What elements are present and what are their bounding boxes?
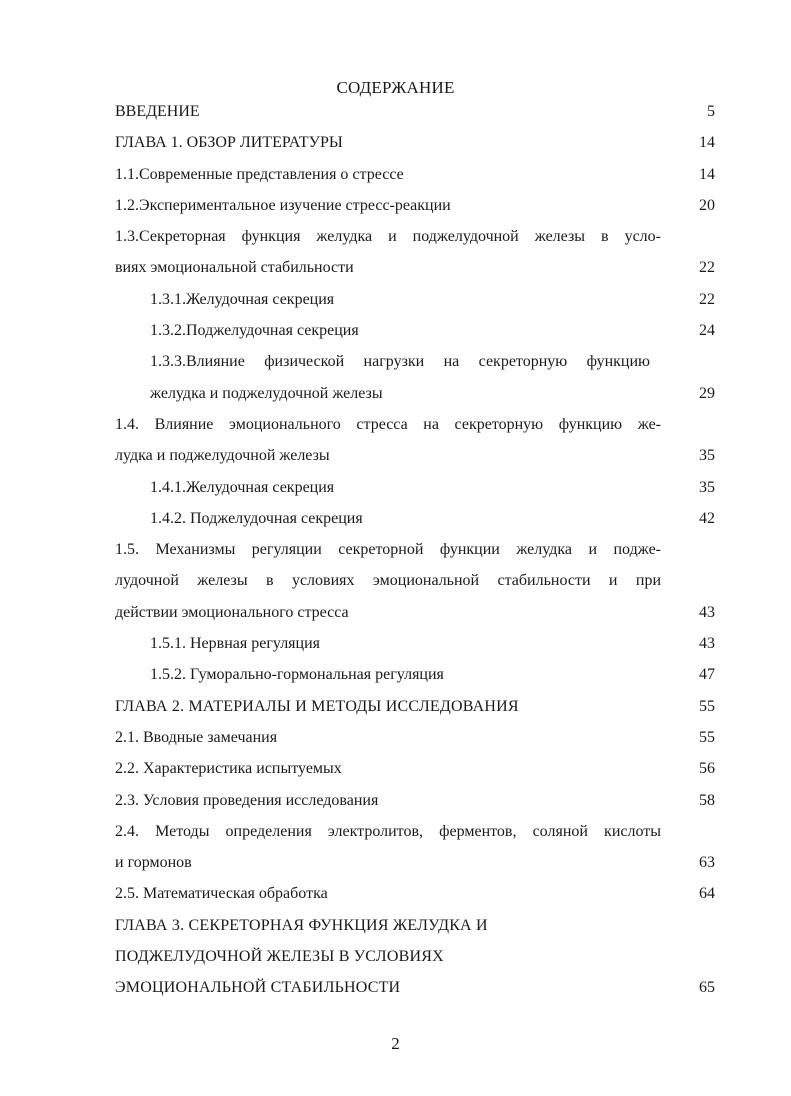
toc-row (115, 221, 715, 252)
toc-row (115, 847, 715, 878)
toc-row (115, 472, 715, 503)
toc-page-number: 35 (699, 478, 715, 496)
toc-entry-text: ГЛАВА 1. ОБЗОР ЛИТЕРАТУРЫ (115, 134, 343, 152)
toc-row (115, 722, 715, 753)
toc-row (115, 252, 715, 283)
toc-entry-text: 2.5. Математическая обработка (115, 885, 328, 903)
toc-row (115, 691, 715, 722)
toc-entry-text: 1.4. Влияние эмоционального стресса на секреторную функцию же- (115, 415, 661, 433)
toc-entry-text: 1.3.Секреторная функция желудка и поджелудочной железы в усло- (115, 228, 661, 246)
toc-entry-text: ЭМОЦИОНАЛЬНОЙ СТАБИЛЬНОСТИ (115, 979, 401, 997)
toc-entry-text: 2.3. Условия проведения исследования (115, 791, 379, 809)
toc-row (115, 190, 715, 221)
toc-row (115, 628, 715, 659)
toc-entry-text: 1.5.1. Нервная регуляция (150, 635, 321, 653)
toc-page-number: 22 (699, 290, 715, 308)
toc-page-number: 47 (699, 666, 715, 684)
toc-entry-text: виях эмоциональной стабильности (115, 259, 354, 277)
toc-row (115, 96, 715, 127)
toc-row (115, 284, 715, 315)
toc-row (115, 972, 715, 1003)
toc-row (115, 565, 715, 596)
toc-page-number: 56 (699, 760, 715, 778)
toc-page-number: 22 (699, 259, 715, 277)
toc-row (115, 127, 715, 158)
toc-row (115, 378, 715, 409)
toc-page-number: 5 (707, 103, 715, 120)
toc-entry-text: и гормонов (115, 854, 192, 872)
toc-row (115, 659, 715, 690)
toc-page-number: 55 (699, 697, 715, 715)
toc-entry-text: ВВЕДЕНИЕ (115, 103, 200, 120)
toc-page-number: 20 (699, 196, 715, 214)
toc-entry-text: ГЛАВА 2. МАТЕРИАЛЫ И МЕТОДЫ ИССЛЕДОВАНИЯ (115, 697, 519, 715)
toc-page-number: 42 (699, 509, 715, 527)
toc-page-number: 14 (699, 165, 715, 183)
toc-entry-text: 1.4.2. Поджелудочная секреция (150, 509, 363, 527)
toc-entry-text: 2.2. Характеристика испытуемых (115, 760, 342, 778)
toc-entry-text: 1.5. Механизмы регуляции секреторной функции желудка и подже- (115, 541, 661, 559)
toc-row (115, 816, 715, 847)
toc-page-number: 58 (699, 791, 715, 809)
toc-page-number: 43 (699, 635, 715, 653)
toc-row (115, 878, 715, 909)
toc-entry-text: ПОДЖЕЛУДОЧНОЙ ЖЕЛЕЗЫ В УСЛОВИЯХ (115, 948, 444, 966)
toc-entry-text: 1.2.Экспериментальное изучение стресс-реакции (115, 196, 451, 214)
toc-title: СОДЕРЖАНИЕ (336, 78, 455, 97)
toc-row (115, 785, 715, 816)
toc-entry-text: желудка и поджелудочной железы (150, 384, 383, 402)
toc-entry-text: ГЛАВА 3. СЕКРЕТОРНАЯ ФУНКЦИЯ ЖЕЛУДКА И (115, 916, 488, 934)
toc-entry-text: 1.4.1.Желудочная секреция (150, 478, 335, 496)
toc-entry-text: 1.5.2. Гуморально-гормональная регуляция (150, 666, 444, 684)
toc-page-number: 35 (699, 447, 715, 465)
toc-entry-text: лудочной железы в условиях эмоциональной стабильности и при (115, 572, 661, 590)
toc-row (115, 597, 715, 628)
toc-row (115, 753, 715, 784)
toc-row (115, 409, 715, 440)
toc-entry-text: 2.4. Методы определения электролитов, ферментов, соляной кислоты (115, 822, 661, 840)
toc-entry-text: 2.1. Вводные замечания (115, 728, 278, 746)
table-of-contents (115, 96, 715, 1004)
toc-page-number: 14 (699, 134, 715, 152)
toc-page-number: 24 (699, 322, 715, 340)
toc-row (115, 315, 715, 346)
page-number: 2 (391, 1034, 400, 1053)
toc-row (115, 346, 715, 377)
toc-entry-text: 1.1.Современные представления о стрессе (115, 165, 404, 183)
toc-entry-text: действии эмоционального стресса (115, 603, 349, 621)
toc-page-number: 29 (699, 384, 715, 402)
toc-row (115, 534, 715, 565)
toc-entry-text: 1.3.3.Влияние физической нагрузки на секреторную функцию (150, 353, 650, 371)
toc-entry-text: 1.3.2.Поджелудочная секреция (150, 322, 359, 340)
toc-row (115, 910, 715, 941)
toc-row (115, 941, 715, 972)
toc-row (115, 159, 715, 190)
toc-page-number: 63 (699, 854, 715, 872)
toc-row (115, 503, 715, 534)
toc-page-number: 43 (699, 603, 715, 621)
toc-entry-text: лудка и поджелудочной железы (115, 447, 330, 465)
toc-page-number: 64 (699, 885, 715, 903)
toc-entry-text: 1.3.1.Желудочная секреция (150, 290, 335, 308)
toc-page-number: 65 (699, 979, 715, 997)
toc-row (115, 440, 715, 471)
toc-page-number: 55 (699, 728, 715, 746)
